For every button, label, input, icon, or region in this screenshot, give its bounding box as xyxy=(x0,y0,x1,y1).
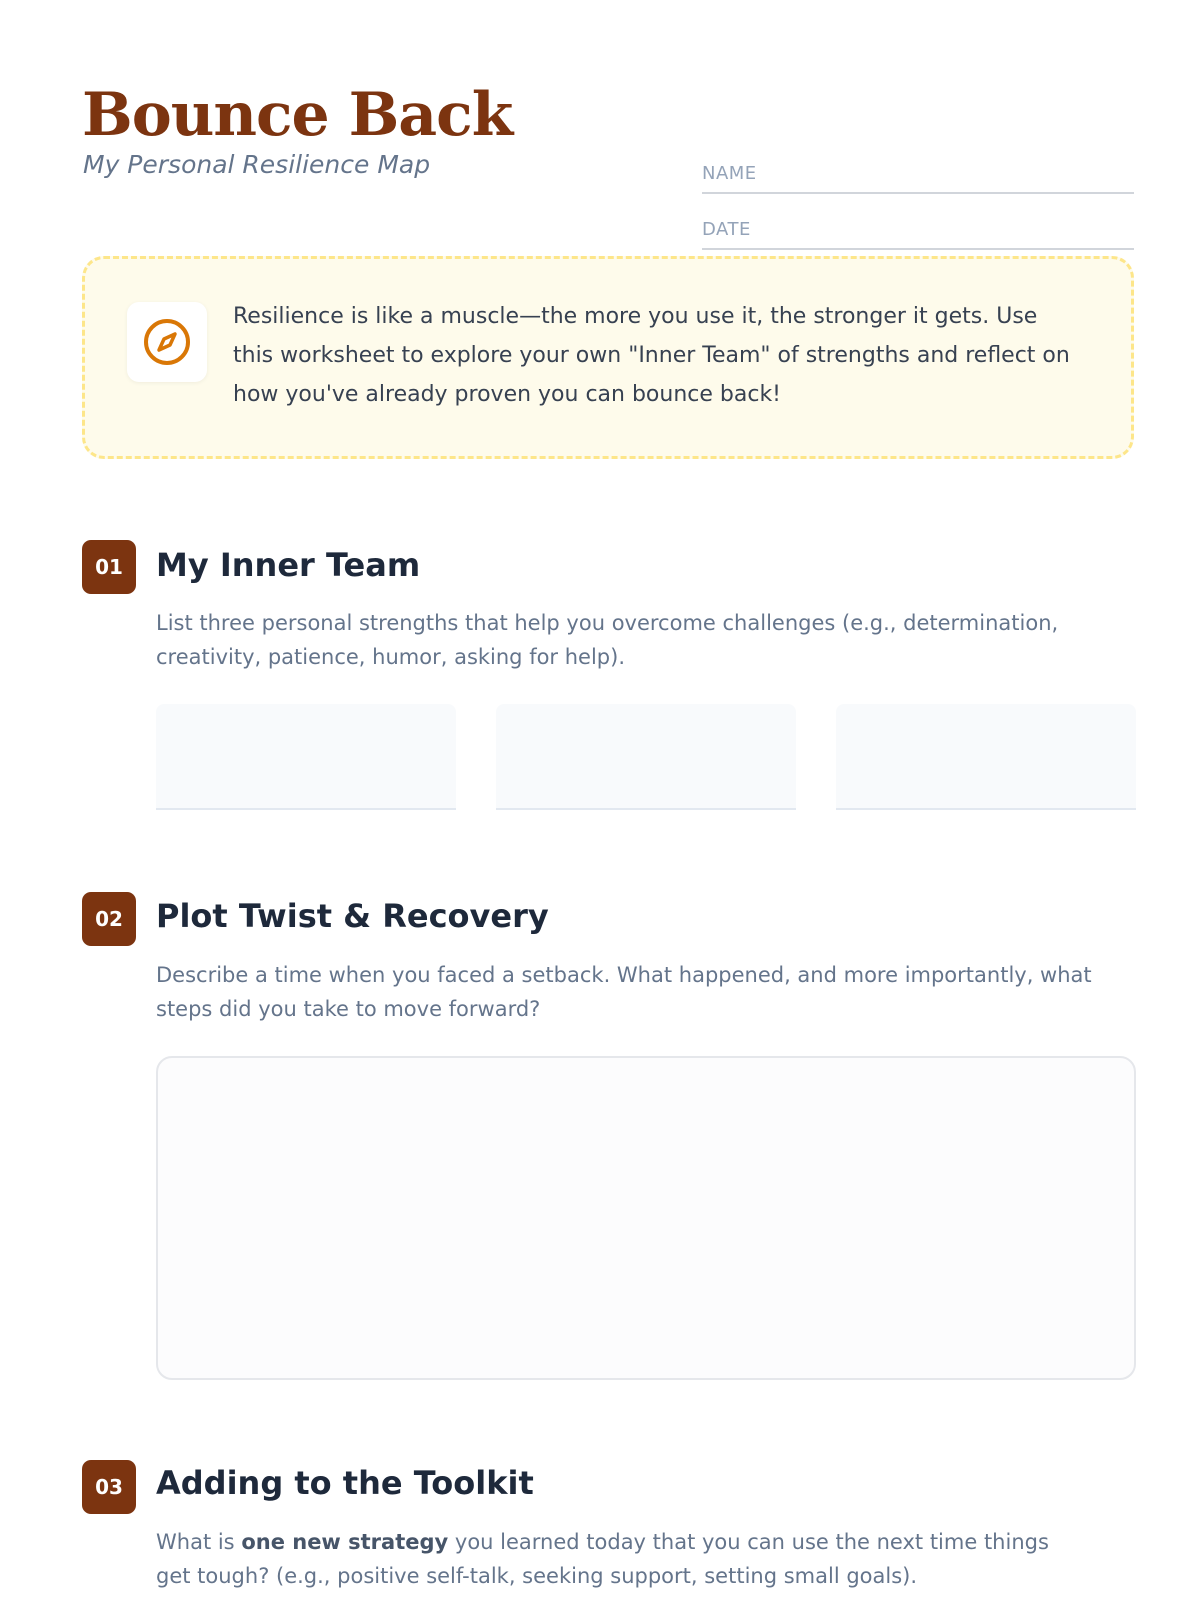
section-title: Plot Twist & Recovery xyxy=(156,897,549,935)
date-field-label: DATE xyxy=(702,219,751,240)
worksheet-title: Bounce Back xyxy=(82,80,513,150)
description-emphasis: one new strategy xyxy=(241,1530,449,1554)
section-title: Adding to the Toolkit xyxy=(156,1464,534,1502)
worksheet-subtitle: My Personal Resilience Map xyxy=(83,150,431,179)
section-number-badge: 02 xyxy=(82,892,136,946)
setback-answer-box[interactable] xyxy=(156,1056,1136,1380)
date-field[interactable] xyxy=(702,212,1134,250)
name-field-label: NAME xyxy=(702,163,757,184)
description-text-end: you learned today that you can use the next time things get tough? (e.g., positive self-talk, seeking support, setting small goals). xyxy=(156,1530,1049,1588)
strength-input-2[interactable] xyxy=(496,704,796,810)
intro-text: Resilience is like a muscle—the more you use it, the stronger it gets. Use this worksheet to explore your own "Inner Team" of strengths and reflect on how you've already proven you can bounce back! xyxy=(233,304,1070,407)
section-title: My Inner Team xyxy=(156,546,421,584)
name-field[interactable] xyxy=(702,156,1134,194)
section-description: List three personal strengths that help you overcome challenges (e.g., determination, creativity, patience, humor, asking for help). xyxy=(156,611,1059,669)
section-number-badge: 03 xyxy=(82,1460,136,1514)
section-number-badge: 01 xyxy=(82,540,136,594)
section-description xyxy=(156,1525,1076,1593)
section-description: Describe a time when you faced a setback. What happened, and more importantly, what steps did you take to move forward? xyxy=(156,963,1092,1021)
intro-callout xyxy=(82,256,1134,459)
worksheet-header xyxy=(82,78,1134,240)
compass-icon-tile xyxy=(127,302,207,382)
compass-icon xyxy=(141,316,193,368)
strength-input-3[interactable] xyxy=(836,704,1136,810)
description-text-start: What is xyxy=(156,1530,242,1554)
strength-input-1[interactable] xyxy=(156,704,456,810)
